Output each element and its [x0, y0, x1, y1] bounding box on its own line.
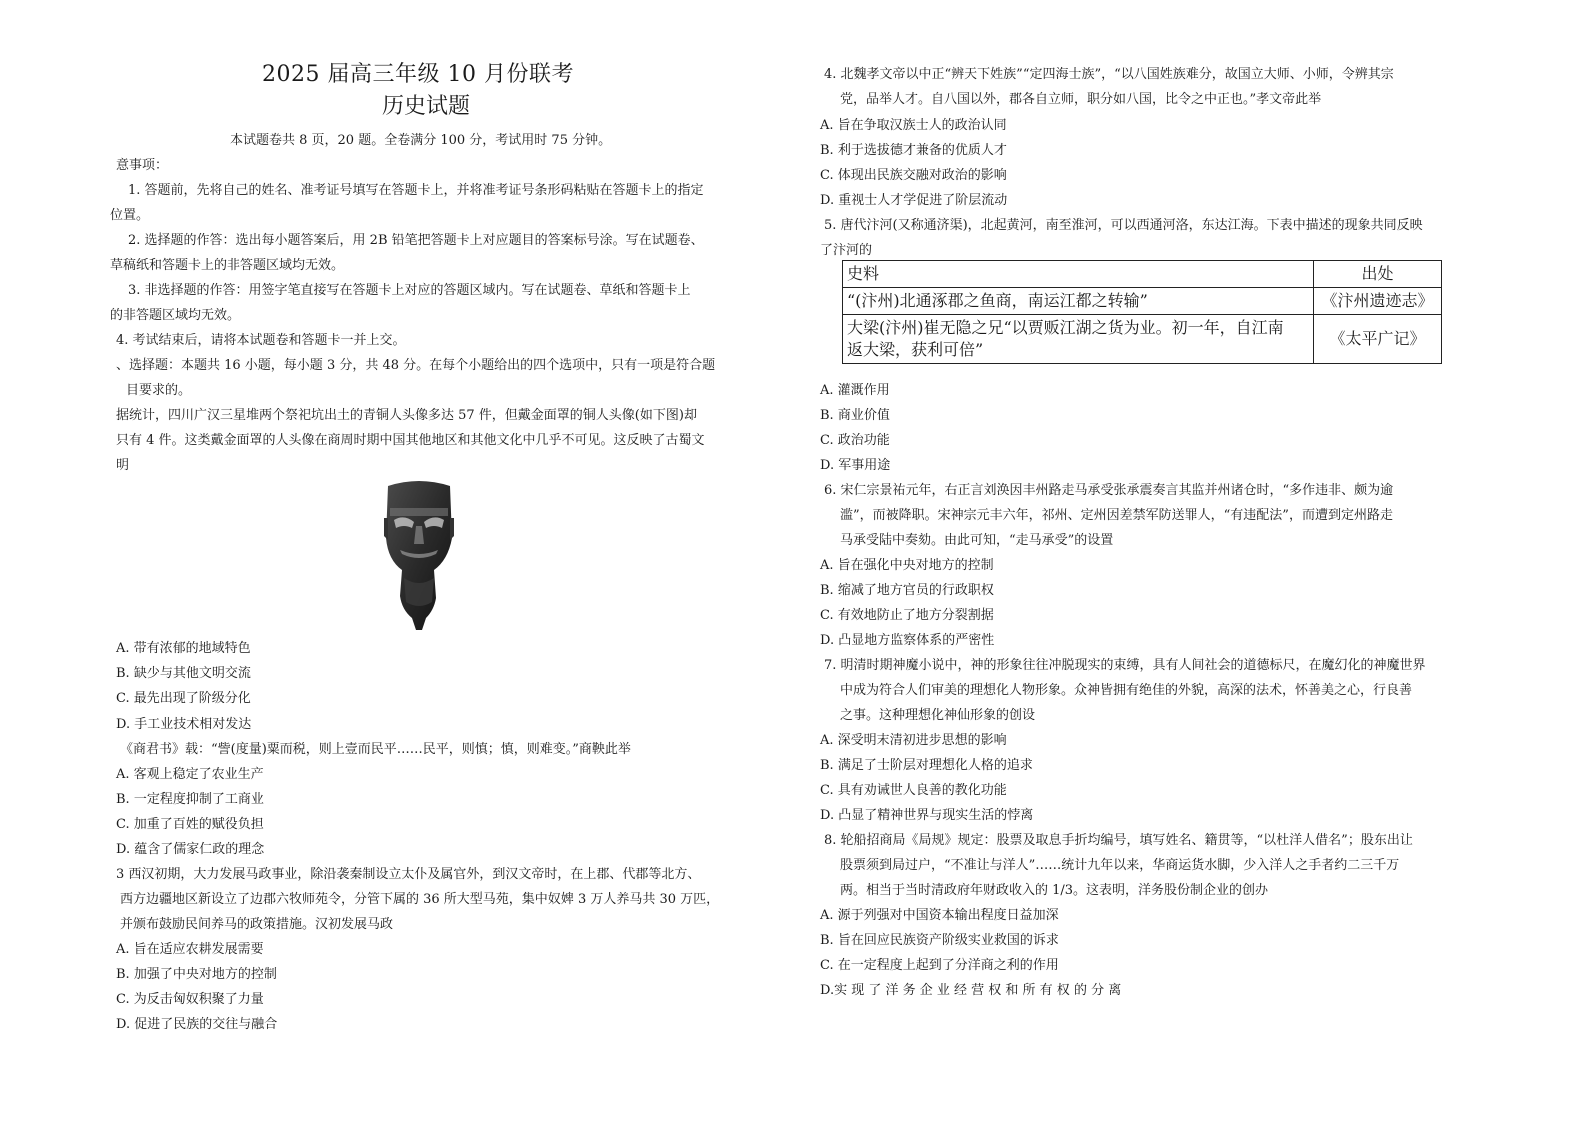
- q3-option-d: D. 促进了民族的交往与融合: [116, 1017, 278, 1032]
- note-3b: 的非答题区域均无效。: [110, 308, 241, 323]
- table-cell-line: 返大梁，获利可倍”: [847, 340, 984, 359]
- q8-option-b: B. 旨在回应民族资产阶级实业救国的诉求: [820, 933, 1059, 948]
- exam-info: 本试题卷共 8 页，20 题。全卷满分 100 分，考试用时 75 分钟。: [230, 133, 612, 148]
- q3-option-a: A. 旨在适应农耕发展需要: [116, 942, 264, 957]
- q7-stem-1: 7. 明清时期神魔小说中，神的形象往往冲脱现实的束缚，具有人间社会的道德标尺，在魔幻化的神魔世界: [824, 658, 1426, 673]
- note-3a: 3. 非选择题的作答：用签字笔直接写在答题卡上对应的答题区域内。写在试题卷、草纸和答题卡上: [128, 283, 691, 298]
- q4-option-c: C. 体现出民族交融对政治的影响: [820, 168, 1007, 183]
- note-2a: 2. 选择题的作答：选出每小题答案后，用 2B 铅笔把答题卡上对应题目的答案标号涂。写在试题卷、: [128, 233, 704, 248]
- q8-option-c: C. 在一定程度上起到了分洋商之利的作用: [820, 958, 1059, 973]
- q6-option-d: D. 凸显地方监察体系的严密性: [820, 633, 995, 648]
- table-row: [843, 315, 1442, 364]
- exam-subtitle: 历史试题: [382, 94, 471, 119]
- q8-option-d: D.实 现 了 洋 务 企 业 经 营 权 和 所 有 权 的 分 离: [820, 983, 1122, 998]
- q5-stem-2: 了汴河的: [820, 243, 873, 258]
- q7-stem-2: 中成为符合人们审美的理想化人物形象。众神皆拥有绝佳的外貌，高深的法术，怀善美之心，行良善: [840, 683, 1413, 698]
- table-cell-source: “(汴州)北通涿郡之鱼商，南运江都之转输”: [843, 288, 1314, 315]
- q1-stem-3: 明: [116, 458, 130, 473]
- q3-stem-2: 西方边疆地区新设立了边郡六牧师苑令，分管下属的 36 所大型马苑，集中奴婢 3 万人养马共 30 万匹，: [120, 892, 720, 907]
- q3-stem-3: 并颁布鼓励民间养马的政策措施。汉初发展马政: [120, 917, 394, 932]
- q5-option-d: D. 军事用途: [820, 458, 891, 473]
- q1-option-b: B. 缺少与其他文明交流: [116, 666, 251, 681]
- q3-option-b: B. 加强了中央对地方的控制: [116, 967, 277, 982]
- q4-option-a: A. 旨在争取汉族士人的政治认同: [820, 118, 1007, 133]
- q8-option-a: A. 源于列强对中国资本输出程度日益加深: [820, 908, 1059, 923]
- notes-heading: 意事项：: [116, 158, 169, 173]
- table-header-source: 史料: [843, 261, 1314, 288]
- bronze-head-gold-mask-icon: [376, 478, 462, 630]
- q1-option-d: D. 手工业技术相对发达: [116, 717, 252, 732]
- q4-option-b: B. 利于选拔德才兼备的优质人才: [820, 143, 1007, 158]
- q8-stem-1: 8. 轮船招商局《局规》规定：股票及取息手折均编号，填写姓名、籍贯等，“以杜洋人借名”；股东出让: [824, 833, 1413, 848]
- q6-stem-1: 6. 宋仁宗景祐元年，右正言刘涣因丰州路走马承受张承震奏言其监并州诸仓时，“多作违非、颇为逾: [824, 483, 1394, 498]
- q2-option-a: A. 客观上稳定了农业生产: [116, 767, 264, 782]
- q1-stem-2: 只有 4 件。这类戴金面罩的人头像在商周时期中国其他地区和其他文化中几乎不可见。这反映了古蜀文: [116, 433, 705, 448]
- q7-stem-3: 之事。这种理想化神仙形象的创设: [840, 708, 1036, 723]
- note-1b: 位置。: [110, 208, 150, 223]
- q3-stem-1: 3 西汉初期，大力发展马政事业，除沿袭秦制设立太仆及属官外，到汉文帝时，在上郡、代郡等北方、: [116, 867, 701, 882]
- q6-option-a: A. 旨在强化中央对地方的控制: [820, 558, 994, 573]
- table-cell-origin: 《太平广记》: [1314, 315, 1442, 364]
- q5-option-c: C. 政治功能: [820, 433, 890, 448]
- q6-stem-3: 马承受陆中奏劾。由此可知，“走马承受”的设置: [840, 533, 1114, 548]
- exam-title: 2025 届高三年级 10 月份联考: [262, 62, 574, 87]
- note-4: 4. 考试结束后，请将本试题卷和答题卡一并上交。: [116, 333, 406, 348]
- q6-option-b: B. 缩减了地方官员的行政职权: [820, 583, 994, 598]
- table-cell-source: [843, 315, 1314, 364]
- q5-stem-1: 5. 唐代汴河(又称通济渠)，北起黄河，南至淮河，可以西通河洛，东达江海。下表中描述的现象共同反映: [824, 218, 1423, 233]
- q4-option-d: D. 重视士人才学促进了阶层流动: [820, 193, 1008, 208]
- table-row: [843, 288, 1442, 315]
- table-header-origin: 出处: [1314, 261, 1442, 288]
- q8-stem-2: 股票须到局过户，“不准让与洋人”……统计九年以来，华商运货水脚，少入洋人之手者约二三千万: [840, 858, 1400, 873]
- q2-stem: 《商君书》载：“訾(度量)粟而税，则上壹而民平……民平，则慎；慎，则难变。”商鞅此举: [120, 742, 631, 757]
- q2-option-c: C. 加重了百姓的赋役负担: [116, 817, 264, 832]
- table-header-row: [843, 261, 1442, 288]
- q6-stem-2: 滥”，而被降职。宋神宗元丰六年，祁州、定州因差禁军防送罪人，“有违配法”，而遭到定州路走: [840, 508, 1393, 523]
- q5-option-a: A. 灌溉作用: [820, 383, 890, 398]
- q7-option-b: B. 满足了士阶层对理想化人格的追求: [820, 758, 1033, 773]
- q1-option-c: C. 最先出现了阶级分化: [116, 691, 251, 706]
- q4-stem-1: 4. 北魏孝文帝以中正“辨天下姓族”“定四海士族”，“以八国姓族难分，故国立大师、小师，令辨其宗: [824, 67, 1394, 82]
- q1-option-a: A. 带有浓郁的地域特色: [116, 641, 251, 656]
- q5-option-b: B. 商业价值: [820, 408, 890, 423]
- note-1a: 1. 答题前，先将自己的姓名、准考证号填写在答题卡上，并将准考证号条形码粘贴在答题卡上的指定: [128, 183, 704, 198]
- q7-option-a: A. 深受明末清初进步思想的影响: [820, 733, 1007, 748]
- note-2b: 草稿纸和答题卡上的非答题区域均无效。: [110, 258, 345, 273]
- q7-option-d: D. 凸显了精神世界与现实生活的悖离: [820, 808, 1034, 823]
- table-cell-line: 大梁(汴州)崔无隐之兄“以贾贩江湖之货为业。初一年，自江南: [847, 318, 1284, 337]
- q4-stem-2: 党，品举人才。自八国以外，郡各自立师，职分如八国，比令之中正也。”孝文帝此举: [840, 92, 1322, 107]
- section-heading-a: 、选择题：本题共 16 小题，每小题 3 分，共 48 分。在每个小题给出的四个选项中，只有一项是符合题: [116, 358, 716, 373]
- table-cell-origin: 《汴州遗迹志》: [1314, 288, 1442, 315]
- q7-option-c: C. 具有劝诫世人良善的教化功能: [820, 783, 1007, 798]
- q2-option-b: B. 一定程度抑制了工商业: [116, 792, 264, 807]
- q2-option-d: D. 蕴含了儒家仁政的理念: [116, 842, 265, 857]
- q1-stem-1: 据统计，四川广汉三星堆两个祭祀坑出土的青铜人头像多达 57 件，但戴金面罩的铜人头像(如下图)却: [116, 408, 697, 423]
- q6-option-c: C. 有效地防止了地方分裂割据: [820, 608, 994, 623]
- q5-source-table: [842, 260, 1442, 364]
- q8-stem-3: 两。相当于当时清政府年财政收入的 1/3。这表明，洋务股份制企业的创办: [840, 883, 1269, 898]
- q3-option-c: C. 为反击匈奴积聚了力量: [116, 992, 264, 1007]
- section-heading-b: 目要求的。: [126, 383, 192, 398]
